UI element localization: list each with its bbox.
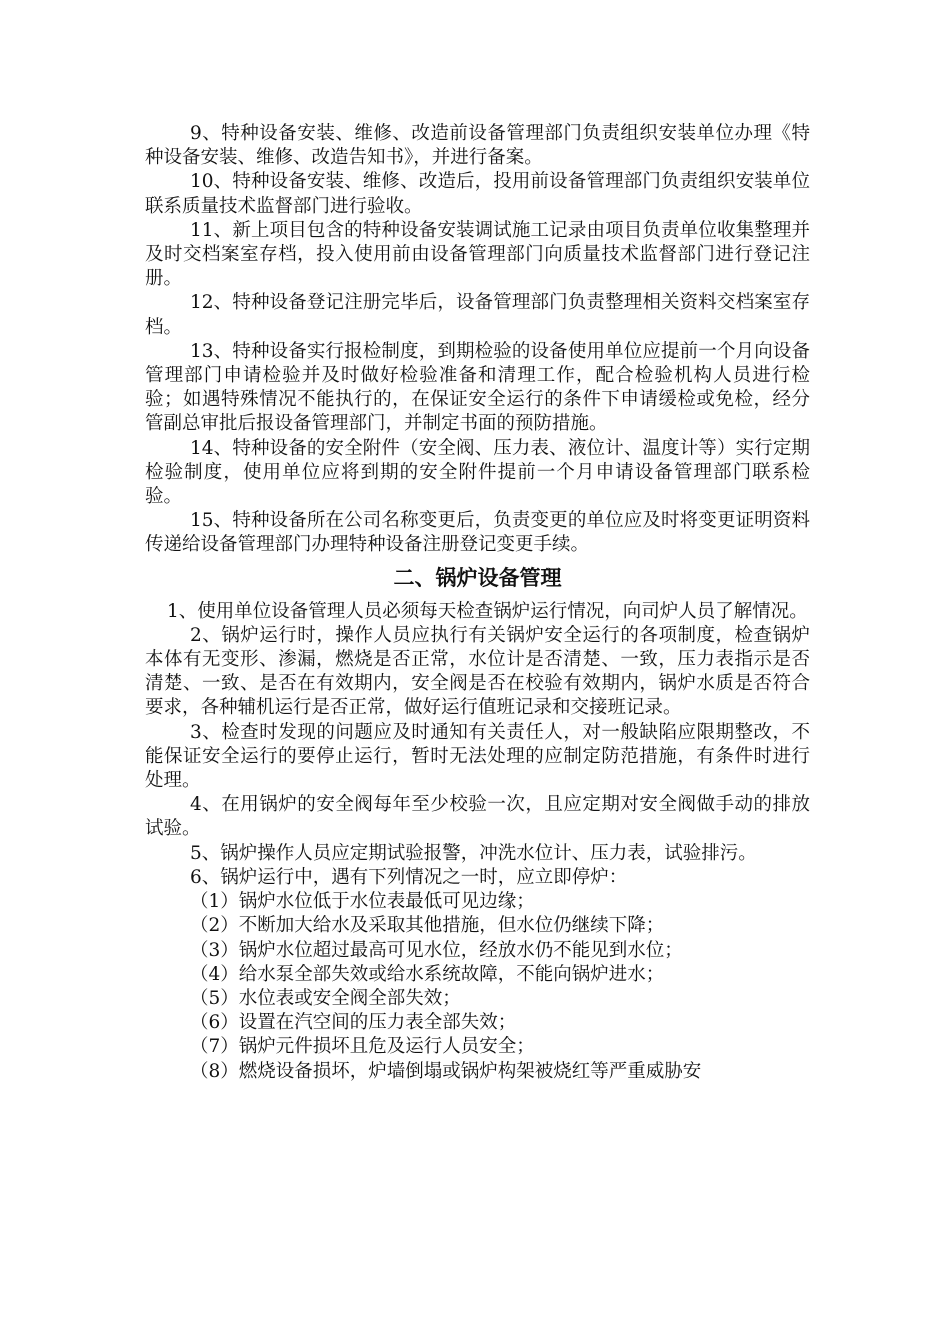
boiler-paragraph-2: 2、锅炉运行时，操作人员应执行有关锅炉安全运行的各项制度，检查锅炉本体有无变形、渗漏，燃烧是否正常，水位计是否清楚、一致，压力表指示是否清楚、一致、是否在有效期内，安全阀是否在校验有效期内，锅炉水质是否符合要求，各种辅机运行是否正常，做好运行值班记录和交接班记录。 [145, 624, 810, 719]
document-page [145, 122, 810, 1084]
stop-condition-item-5: （5）水位表或安全阀全部失效； [190, 987, 461, 1009]
section-heading-boiler: 二、锅炉设备管理 [393, 564, 562, 590]
stop-condition-item-2: （2）不断加大给水及采取其他措施，但水位仍继续下降； [190, 915, 665, 937]
stop-condition-item-4: （4）给水泵全部失效或给水系统故障，不能向锅炉进水； [190, 963, 665, 985]
boiler-paragraph-1: 1、使用单位设备管理人员必须每天检查锅炉运行情况，向司炉人员了解情况。 [167, 600, 808, 622]
stop-condition-item-6: （6）设置在汽空间的压力表全部失效； [190, 1012, 517, 1034]
boiler-paragraph-5: 5、锅炉操作人员应定期试验报警，冲洗水位计、压力表，试验排污。 [190, 842, 757, 864]
stop-condition-item-3: （3）锅炉水位超过最高可见水位，经放水仍不能见到水位； [190, 939, 683, 961]
stop-condition-item-7: （7）锅炉元件损坏且危及运行人员安全； [190, 1036, 535, 1058]
paragraph-item-11: 11、新上项目包含的特种设备安装调试施工记录由项目负责单位收集整理并及时交档案室存档，投入使用前由设备管理部门向质量技术监督部门进行登记注册。 [145, 219, 810, 290]
boiler-paragraph-6: 6、锅炉运行中，遇有下列情况之一时，应立即停炉： [190, 866, 628, 888]
boiler-paragraph-3: 3、检查时发现的问题应及时通知有关责任人，对一般缺陷应限期整改，不能保证安全运行的要停止运行，暂时无法处理的应制定防范措施，有条件时进行处理。 [145, 721, 810, 792]
stop-condition-item-1: （1）锅炉水位低于水位表最低可见边缘； [190, 891, 535, 913]
paragraph-item-9: 9、特种设备安装、维修、改造前设备管理部门负责组织安装单位办理《特种设备安装、维修、改造告知书》，并进行备案。 [145, 123, 810, 169]
paragraph-item-15: 15、特种设备所在公司名称变更后，负责变更的单位应及时将变更证明资料传递给设备管理部门办理特种设备注册登记变更手续。 [145, 510, 810, 556]
stop-condition-item-8: （8）燃烧设备损坏，炉墙倒塌或锅炉构架被烧红等严重威胁安 [190, 1060, 702, 1082]
boiler-paragraph-4: 4、在用锅炉的安全阀每年至少校验一次，且应定期对安全阀做手动的排放试验。 [145, 794, 810, 840]
paragraph-item-13: 13、特种设备实行报检制度，到期检验的设备使用单位应提前一个月向设备管理部门申请检验并及时做好检验准备和清理工作，配合检验机构人员进行检验；如遇特殊情况不能执行的，在保证安全运行的条件下申请缓检或免检，经分管副总审批后报设备管理部门，并制定书面的预防措施。 [145, 340, 810, 435]
paragraph-item-14: 14、特种设备的安全附件（安全阀、压力表、液位计、温度计等）实行定期检验制度，使用单位应将到期的安全附件提前一个月申请设备管理部门联系检验。 [145, 437, 810, 508]
paragraph-item-10: 10、特种设备安装、维修、改造后，投用前设备管理部门负责组织安装单位联系质量技术监督部门进行验收。 [145, 171, 810, 217]
paragraph-item-12: 12、特种设备登记注册完毕后，设备管理部门负责整理相关资料交档案室存档。 [145, 292, 810, 338]
